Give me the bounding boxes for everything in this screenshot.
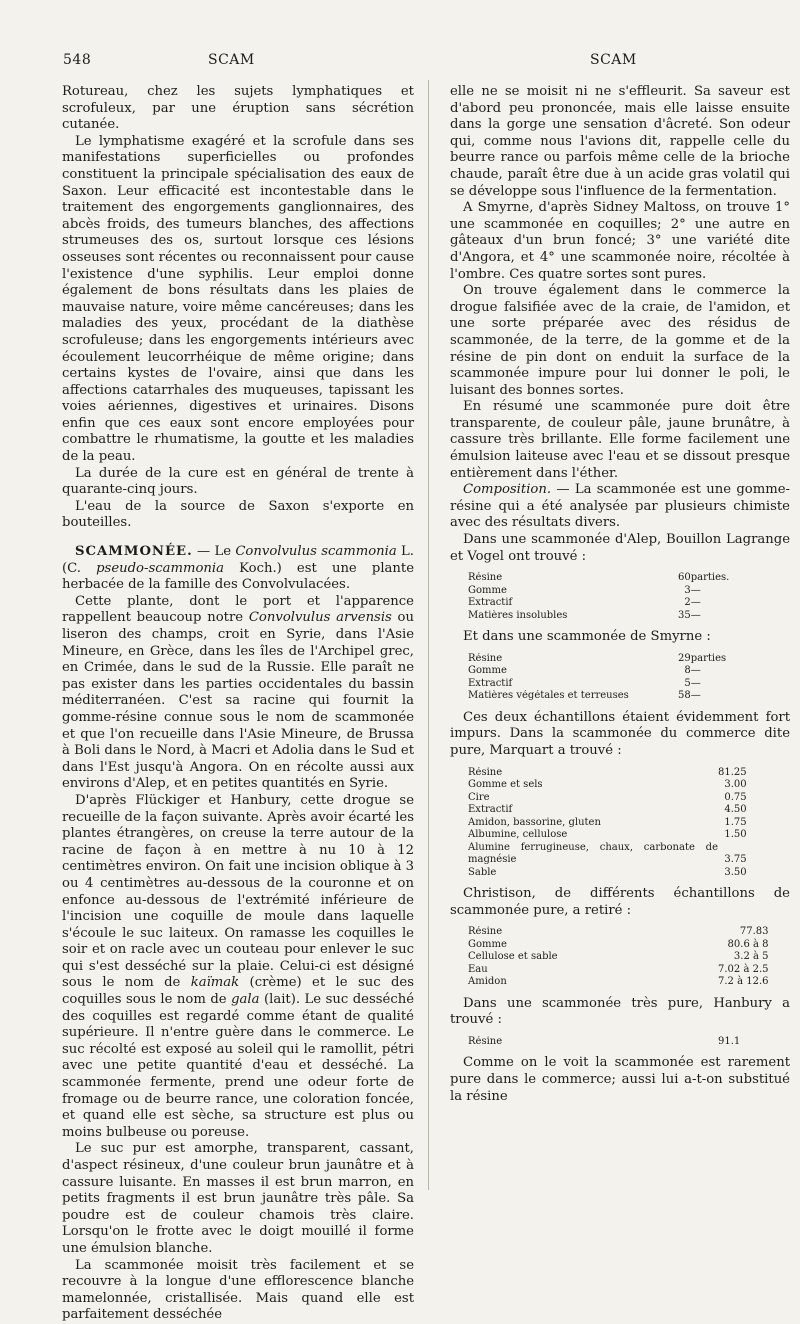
composition-table — [468, 767, 747, 880]
table-row: Extractif 4.50 — [468, 804, 747, 816]
table-row: Cellulose et sable 3.2 à 5 — [468, 951, 769, 963]
running-title-right: SCAM — [590, 52, 637, 68]
table-row: Cire 0.75 — [468, 791, 747, 803]
paragraph: Dans une scammonée d'Alep, Bouillon Lagrange et Vogel ont trouvé : — [450, 532, 790, 564]
paragraph: Et dans une scammonée de Smyrne : — [463, 629, 711, 645]
table-row: Extractif 2 — — [468, 597, 701, 609]
paragraph: En résumé une scammonée pure doit être transparente, de couleur pâle, jaune brunâtre, à cassure très brillante. Elle forme facilement une émulsion laiteuse avec l'eau et se dissout presque entièrement dans l'éther. — [450, 399, 790, 481]
table-row: Amidon, bassorine, gluten 1.75 — [468, 816, 747, 828]
paragraph: L'eau de la source de Saxon s'exporte en bouteilles. — [62, 498, 414, 531]
paragraph: Rotureau, chez les sujets lymphatiques et scrofuleux, par une éruption sans sécrétion cutanée. — [62, 84, 414, 133]
composition-table — [468, 1036, 740, 1049]
paragraph: Christison, de différents échantillons de scammonée pure, a retiré : — [450, 886, 790, 918]
running-header — [0, 52, 800, 72]
column-divider — [428, 80, 429, 1190]
paragraph: A Smyrne, d'après Sidney Maltoss, on trouve 1° une scammonée en coquilles; 2° une autre en gâteaux d'un brun foncé; 3° une variété dite d'Angora, et 4° une scammonée noire, récoltée à l'ombre. Ces quatre sortes sont pures. — [450, 200, 790, 282]
paragraph: La scammonée moisit très facilement et se recouvre à la longue d'une efflorescence blanche mamelonnée, cristallisée. Mais quand elle est parfaitement desséchée — [62, 1257, 414, 1323]
table-row: Résine 29 parties — [468, 652, 727, 664]
paragraph: Ces deux échantillons étaient évidemment fort impurs. Dans la scammonée du commerce dite pure, Marquart a trouvé : — [450, 709, 790, 758]
paragraph: Comme on le voit la scammonée est rarement pure dans le commerce; aussi lui a-t-on substitué la résine — [450, 1055, 790, 1104]
paragraph: Le lymphatisme exagéré et la scrofule dans ses manifestations superficielles ou profondes constituent la principale spécialisation des eaux de Saxon. Leur efficacité est incontestable dans le traitement des engorgements ganglionnaires, des abcès froids, des tumeurs blanches, des affections strumeuses des os, surtout lorsque ces lésions osseuses sont récentes ou reconnaissent pour cause l'existence d'une syphilis. Leur emploi donne également de bons résultats dans les plaies de mauvaise nature, voire même cancéreuses; dans les maladies des yeux, procédant de la diathèse scrofuleuse; dans les engorgements intérieurs avec écoulement leucorrhéique de même origine; dans certains kystes de l'ovaire, ainsi que dans les affections catarrhales des muqueuses, tapissant les voies aériennes, digestives et urinaires. Disons enfin que ces eaux sont encore employées pour combattre le rhumatisme, la goutte et les maladies de la peau. — [62, 133, 414, 465]
right-column — [450, 84, 790, 1105]
latin-name: pseudo-scammonia — [96, 560, 224, 576]
table-row: Alumine ferrugineuse, chaux, carbonate de magnésie 3.75 — [468, 841, 747, 866]
latin-name: Convolvulus scammonia — [235, 544, 397, 560]
paragraph: Le suc pur est amorphe, transparent, cassant, d'aspect résineux, d'une couleur brun jaunâtre et à cassure luisante. En masses il est brun marron, en petits fragments il est brun jaunâtre très pâle. Sa poudre est de couleur chamois très claire. Lorsqu'on le frotte avec le doigt mouillé il forme une émulsion blanche. — [62, 1141, 414, 1256]
paragraph: Composition. — La scammonée est une gomme-résine qui a été analysée par plusieurs chimiste avec des résultats divers. — [450, 482, 790, 531]
paragraph: La durée de la cure est en général de trente à quarante-cinq jours. — [62, 465, 414, 498]
table-row: Sable 3.50 — [468, 866, 747, 878]
table-row: Résine 81.25 — [468, 766, 747, 778]
table-row: Gomme et sels 3.00 — [468, 779, 747, 791]
paragraph: Dans une scammonée très pure, Hanbury a trouvé : — [450, 995, 790, 1028]
paragraph: D'après Flückiger et Hanbury, cette drogue se recueille de la façon suivante. Après avoir écarté les plantes étrangères, on creuse la terre autour de la racine de façon à en mettre à nu 10 à 12 centimètres environ. On fait une incision oblique à 3 ou 4 centimètres au-dessous de la couronne et on enfonce au-dessous de l'extrémité inférieure de l'incision une coquille de moule dans laquelle s'écoule le suc laiteux. On ramasse les coquilles le soir et on racle avec un couteau pour enlever le suc qui s'est desséché sur la plaie. Celui-ci est désigné sous le nom de kaïmak (crème) et le suc des coquilles sous le nom de gala (lait). Le suc desséché des coquilles est regardé comme étant de qualité supérieure. Il n'entre guère dans le commerce. Le suc récolté est exposé au soleil qui le ramollit, pétri avec une petite quantité d'eau et desséché. La scammonée fermente, prend une odeur forte de fromage ou de beurre rance, une coloration foncée, et quand elle est sèche, sa structure est plus ou moins bulbeuse ou poreuse. — [62, 792, 415, 1140]
table-row: Gomme 3 — — [468, 584, 701, 596]
table-row: Gomme 8 — — [468, 665, 701, 677]
composition-table — [468, 572, 729, 622]
table-row: Amidon 7.2 à 12.6 — [468, 976, 769, 988]
section-label: Composition. — [463, 482, 552, 498]
table-row: Résine 60 parties. — [468, 572, 730, 584]
table-row: Résine 77.83 — [468, 926, 769, 938]
paragraph: On trouve également dans le commerce la drogue falsifiée avec de la craie, de l'amidon, et une sorte préparée avec des résidus de scammonée, de la terre, de la gomme et de la résine de pin dont on enduit la surface de la scammonée impure pour lui donner le poli, le luisant des bonnes sortes. — [450, 283, 790, 398]
table-row: Eau 7.02 à 2.5 — [468, 963, 769, 975]
table-row: Extractif 5 — — [468, 677, 701, 689]
entry-headword: SCAMMONÉE. — [75, 544, 193, 560]
running-title-left: SCAM — [208, 52, 255, 68]
table-row: Matières végétales et terreuses 58 — — [468, 690, 701, 702]
composition-table — [468, 926, 769, 989]
table-row: Albumine, cellulose 1.50 — [468, 829, 747, 841]
table-row: Matières insolubles 35 — — [468, 609, 701, 621]
table-row: Résine 91.1 — [468, 1035, 741, 1047]
left-column — [62, 84, 414, 1324]
entry-paragraph: SCAMMONÉE. — Le Convolvulus scammonia L. (C. pseudo-scammonia Koch.) est une plante herbacée de la famille des Convolvulacées. — [62, 544, 415, 593]
paragraph: Cette plante, dont le port et l'apparence rappellent beaucoup notre Convolvulus arvensis ou liseron des champs, croit en Syrie, dans l'Asie Mineure, en Grèce, dans les îles de l'Archipel grec, en Crimée, dans le sud de la Russie. Elle paraît ne pas exister dans les parties occidentales du bassin méditerranéen. C'est sa racine qui fournit la gomme-résine connue sous le nom de scammonée et que l'on recueille dans l'Asie Mineure, de Brussa à Boli dans le Nord, à Macri et Adolia dans le Sud et dans l'Est jusqu'à Angora. On en récolte aussi aux environs d'Alep, et en petites quantités en Syrie. — [62, 593, 414, 792]
composition-table — [468, 653, 726, 703]
paragraph: elle ne se moisit ni ne s'effleurit. Sa saveur est d'abord peu prononcée, mais elle laisse ensuite dans la gorge une sensation d'âcreté. Son odeur qui, comme nous l'avions dit, rappelle celle du beurre rance ou parfois même celle de la brioche chaude, paraît être due à un acide gras volatil qui se développe sous l'influence de la fermentation. — [450, 84, 790, 199]
page-number: 548 — [63, 52, 92, 68]
table-row: Gomme 80.6 à 8 — [468, 938, 769, 950]
